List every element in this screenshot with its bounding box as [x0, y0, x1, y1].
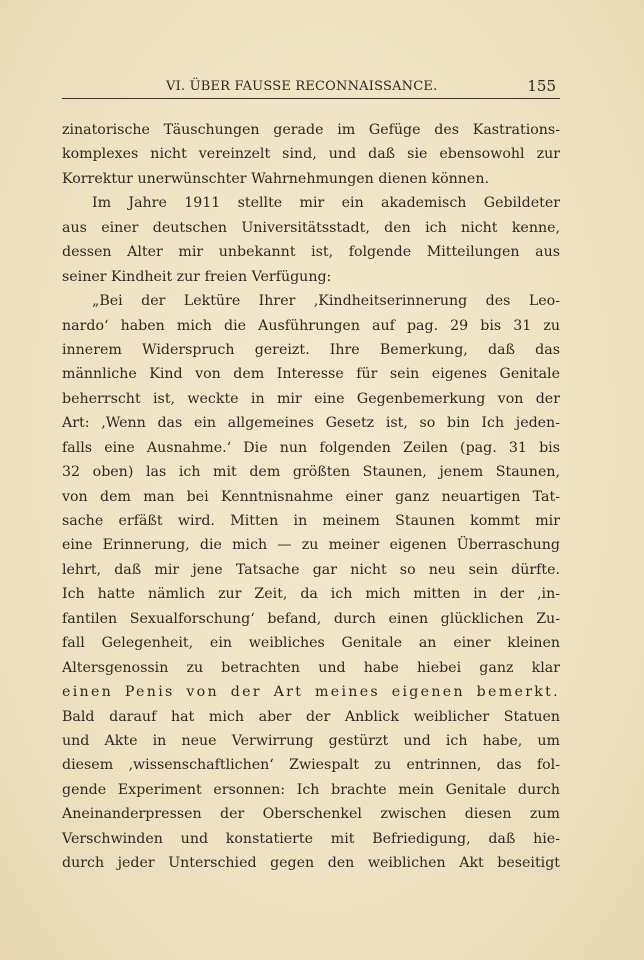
text-line: gende Experiment ersonnen: Ich brachte mein Genitale durch [62, 781, 560, 798]
text-line: dessen Alter mir unbekannt ist, folgende Mitteilungen aus [62, 244, 560, 261]
text-line: Im Jahre 1911 stellte mir ein akademisch Gebildeter [92, 195, 560, 212]
running-header [62, 76, 560, 99]
page-number: 155 [527, 77, 556, 95]
text-line: Verschwinden und konstatierte mit Befriedigung, daß hie- [62, 830, 560, 847]
text-line: Altersgenossin zu betrachten und habe hiebei ganz klar [62, 659, 560, 676]
text-line: Aneinanderpressen der Oberschenkel zwischen diesen zum [62, 806, 560, 823]
text-line: beherrscht ist, weckte in mir eine Gegenbemerkung von der [62, 390, 560, 407]
text-line: Bald darauf hat mich aber der Anblick weiblicher Statuen [62, 708, 560, 725]
text-line: Korrektur unerwünschter Wahrnehmungen dienen können. [62, 170, 489, 187]
text-line: nardo‘ haben mich die Ausführungen auf pag. 29 bis 31 zu [62, 317, 560, 334]
text-line: sache erfäßt wird. Mitten in meinem Staunen kommt mir [62, 513, 560, 529]
text-line: komplexes nicht vereinzelt sind, und daß sie ebensowohl zur [62, 146, 560, 163]
text-line: zinatorische Täuschungen gerade im Gefüge des Kastrations- [62, 122, 560, 138]
text-line: falls eine Ausnahme.‘ Die nun folgenden Zeilen (pag. 31 bis [62, 439, 560, 456]
text-line: von dem man bei Kenntnisnahme einer ganz neuartigen Tat- [62, 488, 560, 505]
body-text [62, 118, 560, 876]
text-line: 32 oben) las ich mit dem größten Staunen, jenem Staunen, [62, 464, 560, 481]
text-line: lehrt, daß mir jene Tatsache gar nicht so neu sein dürfte. [62, 561, 560, 578]
text-line: und Akte in neue Verwirrung gestürzt und ich habe, um [62, 732, 560, 749]
text-line: innerem Widerspruch gereizt. Ihre Bemerkung, daß das [62, 341, 560, 358]
text-line: aus einer deutschen Universitätsstadt, den ich nicht kenne, [62, 219, 560, 236]
text-line: eine Erinnerung, die mich — zu meiner eigenen Überraschung [62, 537, 560, 554]
text-line: Art: ‚Wenn das ein allgemeines Gesetz ist, so bin Ich jeden- [62, 415, 560, 432]
text-line: Ich hatte nämlich zur Zeit, da ich mich mitten in der ‚in- [62, 586, 560, 603]
text-line: einen Penis von der Art meines eigenen bemerkt. [62, 684, 560, 701]
text-line: durch jeder Unterschied gegen den weiblichen Akt beseitigt [62, 855, 560, 872]
chapter-title: VI. ÜBER FAUSSE RECONNAISSANCE. [166, 79, 438, 94]
text-line: fall Gelegenheit, ein weibliches Genitale an einer kleinen [62, 635, 560, 652]
text-line: diesem ‚wissenschaftlichen‘ Zwiespalt zu entrinnen, das fol- [62, 757, 560, 774]
text-line: seiner Kindheit zur freien Verfügung: [62, 268, 332, 285]
text-line: „Bei der Lektüre Ihrer ‚Kindheitserinnerung des Leo- [92, 293, 560, 310]
text-line: männliche Kind von dem Interesse für sein eigenes Genitale [62, 366, 560, 383]
text-line: fantilen Sexualforschung‘ befand, durch einen glücklichen Zu- [62, 610, 560, 627]
